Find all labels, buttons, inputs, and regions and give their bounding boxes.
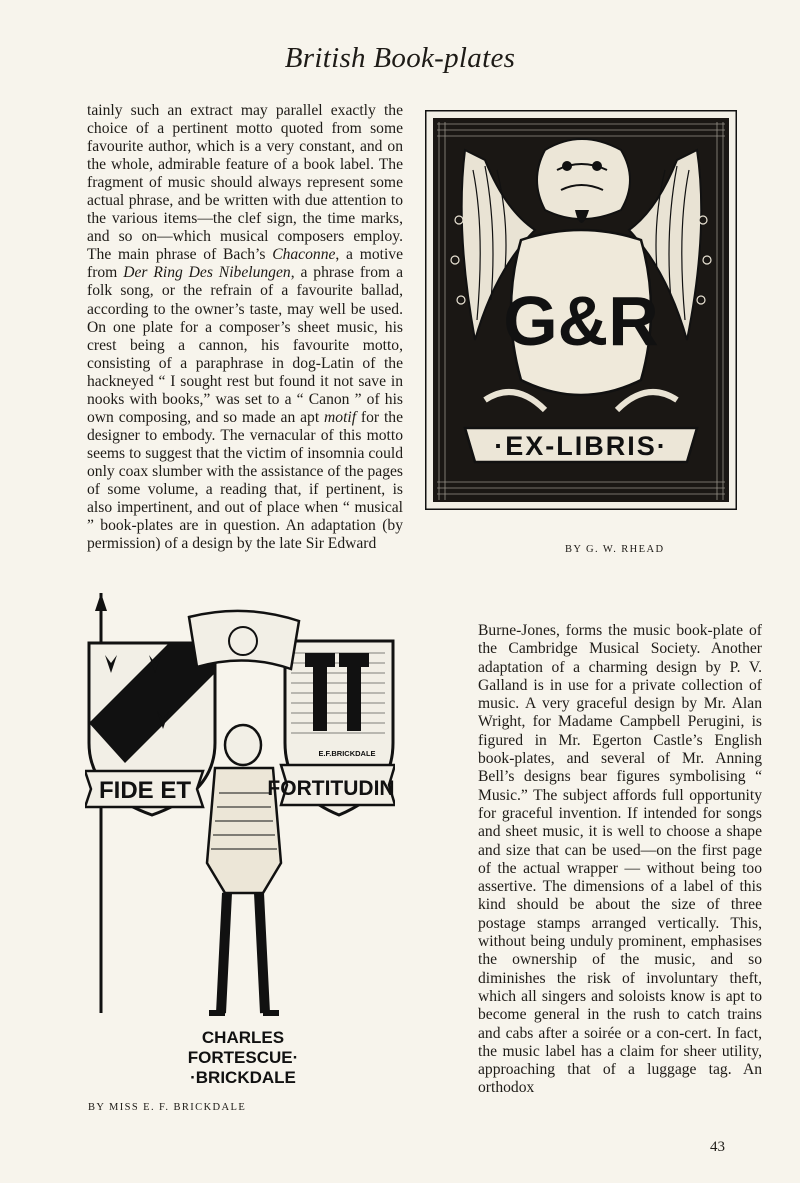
knight-heraldic-bookplate-illustration: [85, 593, 395, 1088]
body-paragraph-right: Burne-Jones, forms the music book-plate of the Cambridge Musical Society. Another adaptation of a charming design by P. V. Galland is in use for a private collection of music. A very graceful design by Mr. Alan Wright, for Madame Campbell Perugini, is figured in Mr. Egerton Castle’s English book-plates, and several of Mr. Anning Bell’s designs bear figures symbolising “ Music.” The subject affords full opportunity for graceful invention. If intended for songs and sheet music, it is well to choose a shape and size that can be used—on the first page of the actual wrapper — without being too assertive. The dimensions of a label of this kind should be about the size of three postage stamps arranged vertically. This, without being unduly prominent, emphasises the ownership of the music, and so diminishes the risk of involuntary theft, which all singers and soloists know is apt to become general in the rush to catch trains and cabs after a soirée or a con-cert. In fact, the music label has a claim for sheer utility, approaching that of a luggage tag. An orthodox: [478, 622, 762, 1097]
owner-name-line-2: FORTESCUE·: [187, 1048, 299, 1067]
knight-plate-caption: BY MISS E. F. BRICKDALE: [88, 1102, 247, 1113]
ex-libris-banner-text: ·EX-LIBRIS·: [494, 431, 668, 461]
running-head: British Book-plates: [284, 42, 516, 74]
dragon-bookplate-illustration: [425, 110, 737, 510]
owner-name-line-1: CHARLES: [201, 1028, 285, 1047]
motto-left-text: FIDE ET: [98, 777, 192, 804]
dragon-plate-caption: BY G. W. RHEAD: [565, 544, 665, 555]
monogram-text: G&R: [503, 282, 659, 360]
page-number: 43: [710, 1139, 725, 1155]
owner-name-line-3: ·BRICKDALE: [190, 1068, 296, 1087]
artist-mark-text: E.F.BRICKDALE: [318, 749, 376, 758]
motto-right-text: FORTITUDINE: [267, 777, 395, 800]
body-paragraph-left: tainly such an extract may parallel exactly the choice of a pertinent motto quoted from some favourite author, which is a very constant, and on the whole, admirable feature of a book label. The fragment of music should always represent some actual phrase, and be written with due attention to the various items—the clef sign, the time marks, and so on—which musical composers employ. The main phrase of Bach’s Chaconne, a motive from Der Ring Des Nibelungen, a phrase from a folk song, or the refrain of a favourite ballad, according to the owner’s taste, may well be used. On one plate for a composer’s sheet music, his crest being a cannon, his favourite motto, consisting of a paraphrase in dog-Latin of the hackneyed “ I sought rest but found it not save in nooks with books,” was set to a “ Canon ” of his own composing, and so made an apt motif for the designer to embody. The vernacular of this motto seems to suggest that the victim of insomnia could only coax slumber with the assistance of the pages of some volume, a reading that, if pertinent, is also impertinent, and out of place when “ musical ” book-plates are in question. An adaptation (by permission) of a design by the late Sir Edward: [87, 102, 403, 553]
